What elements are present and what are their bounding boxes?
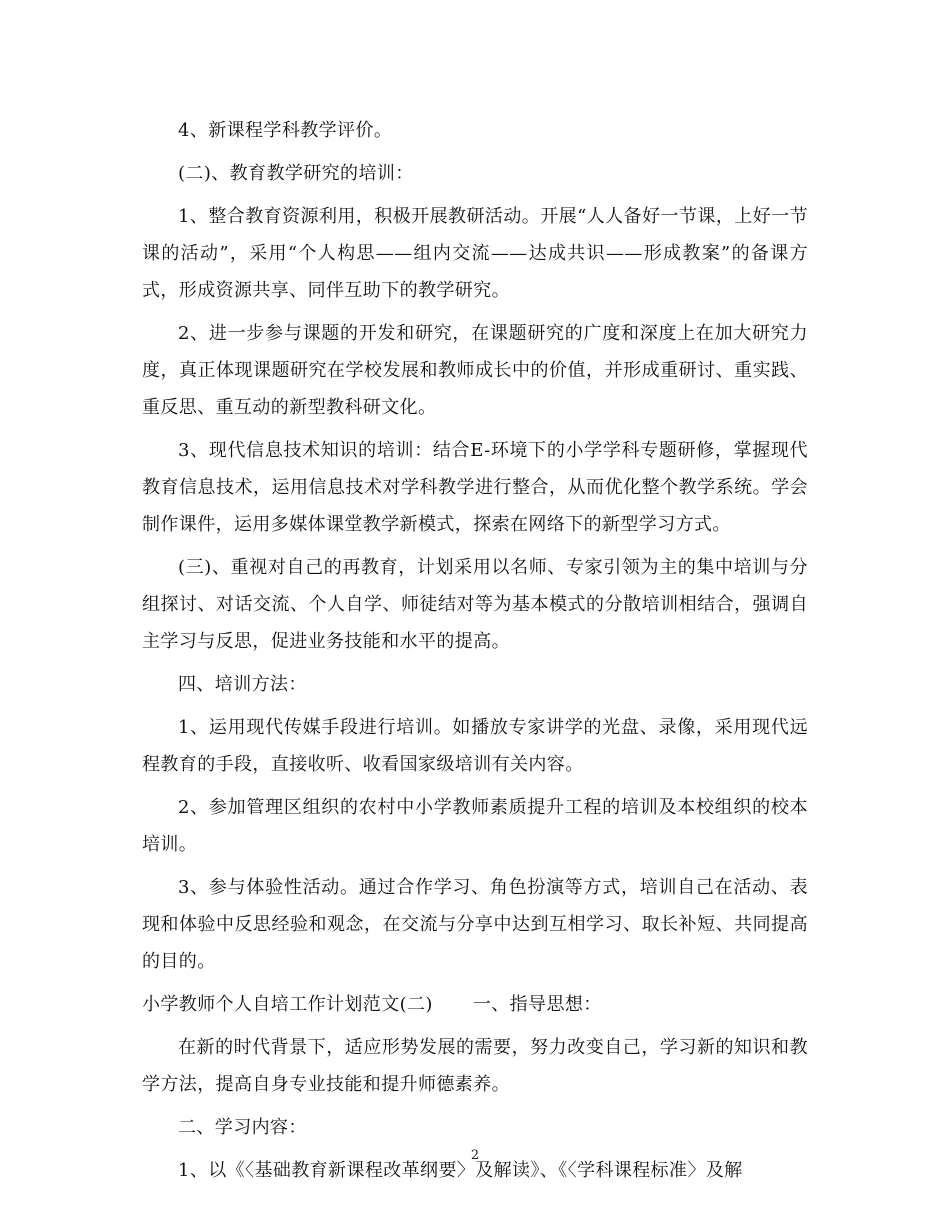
paragraph: 3、现代信息技术知识的培训：结合E-环境下的小学学科专题研修，掌握现代教育信息技术，运用信息技术对学科教学进行整合，从而优化整个教学系统。学会制作课件，运用多媒体课堂教学新模式，探索在网络下的新型学习方式。 <box>142 440 808 535</box>
paragraph: 2、参加管理区组织的农村中小学教师素质提升工程的培训及本校组织的校本培训。 <box>142 797 808 855</box>
section-subheading: 一、指导思想： <box>472 994 602 1015</box>
paragraph: 4、新课程学科教学评价。 <box>178 120 393 141</box>
paragraph: 1、以《〈基础教育新课程改革纲要〉及解读》、《〈学科课程标准〉及解 <box>178 1160 743 1181</box>
paragraph: (二)、教育教学研究的培训： <box>178 163 414 184</box>
paragraph: 3、参与体验性活动。通过合作学习、角色扮演等方式，培训自己在活动、表现和体验中反思经验和观念，在交流与分享中达到互相学习、取长补短、共同提高的目的。 <box>142 877 808 972</box>
paragraph: 2、进一步参与课题的开发和研究，在课题研究的广度和深度上在加大研究力度，真正体现课题研究在学校发展和教师成长中的价值，并形成重研讨、重实践、重反思、重互动的新型教科研文化。 <box>142 323 808 418</box>
section-heading-line <box>142 986 808 1023</box>
paragraph: 1、整合教育资源利用，积极开展教研活动。开展“人人备好一节课，上好一节课的活动”，采用“个人构思——组内交流——达成共识——形成教案”的备课方式，形成资源共享、同伴互助下的教学研究。 <box>142 206 808 301</box>
section-title: 小学教师个人自培工作计划范文(二) <box>142 994 433 1015</box>
paragraph: 在新的时代背景下，适应形势发展的需要，努力改变自己，学习新的知识和教学方法，提高自身专业技能和提升师德素养。 <box>142 1037 808 1095</box>
page-number: 2 <box>470 1148 480 1163</box>
paragraph: 1、运用现代传媒手段进行培训。如播放专家讲学的光盘、录像，采用现代远程教育的手段，直接收听、收看国家级培训有关内容。 <box>142 717 808 775</box>
document-body <box>142 112 808 1195</box>
paragraph: (三)、重视对自己的再教育，计划采用以名师、专家引领为主的集中培训与分组探讨、对话交流、个人自学、师徒结对等为基本模式的分散培训相结合，强调自主学习与反思，促进业务技能和水平的提高。 <box>142 557 808 652</box>
paragraph: 二、学习内容： <box>178 1117 307 1138</box>
paragraph: 四、培训方法： <box>178 674 307 695</box>
